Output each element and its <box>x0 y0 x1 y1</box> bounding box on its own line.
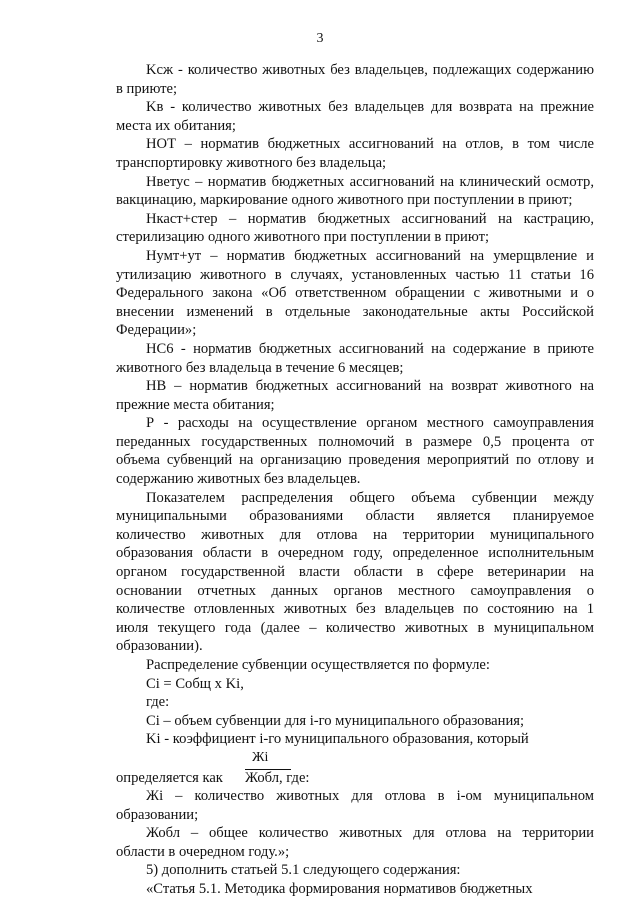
tail-paragraph <box>116 824 594 861</box>
text-line: Ci – объем субвенции для i-го муниципального образования; <box>146 712 525 729</box>
text-line: в приюте; <box>116 80 178 97</box>
text-line: образования области в очередном году, определенное исполнительным <box>116 545 594 562</box>
text-line: объема субвенций на организацию проведения мероприятий по отлову и <box>116 452 594 469</box>
tail-paragraph <box>116 787 594 824</box>
text-line: Р - расходы на осуществление органом местного самоуправления <box>146 415 594 432</box>
formula-line: Ci = Cобщ x Ki, <box>146 675 244 692</box>
page-number: 3 <box>316 31 324 46</box>
definition-paragraph <box>116 712 594 731</box>
text-line: Нветус – норматив бюджетных ассигнований на клинический осмотр, <box>146 173 594 190</box>
body-paragraph <box>116 414 594 488</box>
text-line: Распределение субвенции осуществляется по формуле: <box>146 657 490 673</box>
body-paragraph <box>116 98 594 135</box>
text-line: основании отчетных данных органов местного самоуправления о <box>116 582 594 599</box>
text-line: «Статья 5.1. Методика формирования нормативов бюджетных <box>146 880 533 897</box>
tail-paragraph <box>116 880 594 899</box>
fraction-row <box>116 749 594 787</box>
body-paragraph <box>116 656 594 675</box>
text-line: июля текущего года (далее – количество животных в муниципальном <box>116 619 594 636</box>
text-line: внесении изменений в отдельные законодательные акты Российской <box>116 303 594 320</box>
text-line: НОТ – норматив бюджетных ассигнований на отлов, в том числе <box>146 136 594 153</box>
text-line: животного без владельца в течение 6 месяцев; <box>116 359 404 376</box>
text-line: муниципальными образованиями области является планируемое <box>116 508 594 525</box>
body-paragraph <box>116 340 594 377</box>
definition-paragraph <box>116 730 594 749</box>
body-paragraph <box>116 247 594 340</box>
text-line: Федерального закона «Об ответственном обращении с животными и о <box>116 285 594 302</box>
text-line: утилизацию животного в случаях, установленных частью 11 статьи 16 <box>116 266 594 283</box>
text-line: Ki - коэффициент i-го муниципального образования, который <box>146 731 529 748</box>
text-line: НВ – норматив бюджетных ассигнований на возврат животного на <box>146 378 594 395</box>
text-line: места их обитания; <box>116 117 236 134</box>
text-line: образовании). <box>116 638 203 655</box>
text-line: НС6 - норматив бюджетных ассигнований на содержание в приюте <box>146 340 594 357</box>
body-paragraph <box>116 489 594 656</box>
text-line: транспортировку животного без владельца; <box>116 154 387 171</box>
fraction-denominator: Жобл, где: <box>245 769 310 786</box>
text-line: 5) дополнить статьей 5.1 следующего содержания: <box>146 862 461 879</box>
text-line: прежние места обитания; <box>116 396 275 413</box>
text-line: Жобл – общее количество животных для отлова на территории <box>146 825 594 842</box>
fraction-numerator: Жi <box>252 749 269 765</box>
document-body <box>116 61 594 899</box>
text-line: количестве отловленных животных без владельцев по состоянию на 1 <box>116 601 594 618</box>
body-paragraph <box>116 173 594 210</box>
text-line: Жi – количество животных для отлова в i-ом муниципальном <box>146 787 594 804</box>
body-paragraph <box>116 377 594 414</box>
text-line: стерилизацию одного животного при поступлении в приют; <box>116 229 490 246</box>
text-line: Kв - количество животных без владельцев для возврата на прежние <box>146 99 594 116</box>
body-paragraph <box>116 135 594 172</box>
text-line: Показателем распределения общего объема субвенции между <box>146 489 594 506</box>
text-line: Нумт+ут – норматив бюджетных ассигнований на умерщвление и <box>146 247 594 264</box>
body-paragraph <box>116 61 594 98</box>
text-line: количество животных для отлова на территории муниципального <box>116 526 594 543</box>
text-line: области в очередном году.»; <box>116 843 290 860</box>
text-line: Kсж - количество животных без владельцев, подлежащих содержанию <box>146 62 594 78</box>
text-line: переданных государственных полномочий в размере 0,5 процента от <box>116 433 594 450</box>
body-paragraph <box>116 210 594 247</box>
text-line: Федерации»; <box>116 322 197 339</box>
tail-paragraph <box>116 861 594 880</box>
text-line: вакцинацию, маркирование одного животного при поступлении в приют; <box>116 192 573 209</box>
fraction-prefix: определяется как <box>116 769 223 786</box>
text-line: органом государственной власти области в сфере ветеринарии на <box>116 564 594 581</box>
text-line: содержанию животных без владельцев. <box>116 471 361 488</box>
formula-where: где: <box>146 694 170 711</box>
text-line: Нкаст+стер – норматив бюджетных ассигнований на кастрацию, <box>146 210 594 227</box>
text-line: образовании; <box>116 806 199 823</box>
